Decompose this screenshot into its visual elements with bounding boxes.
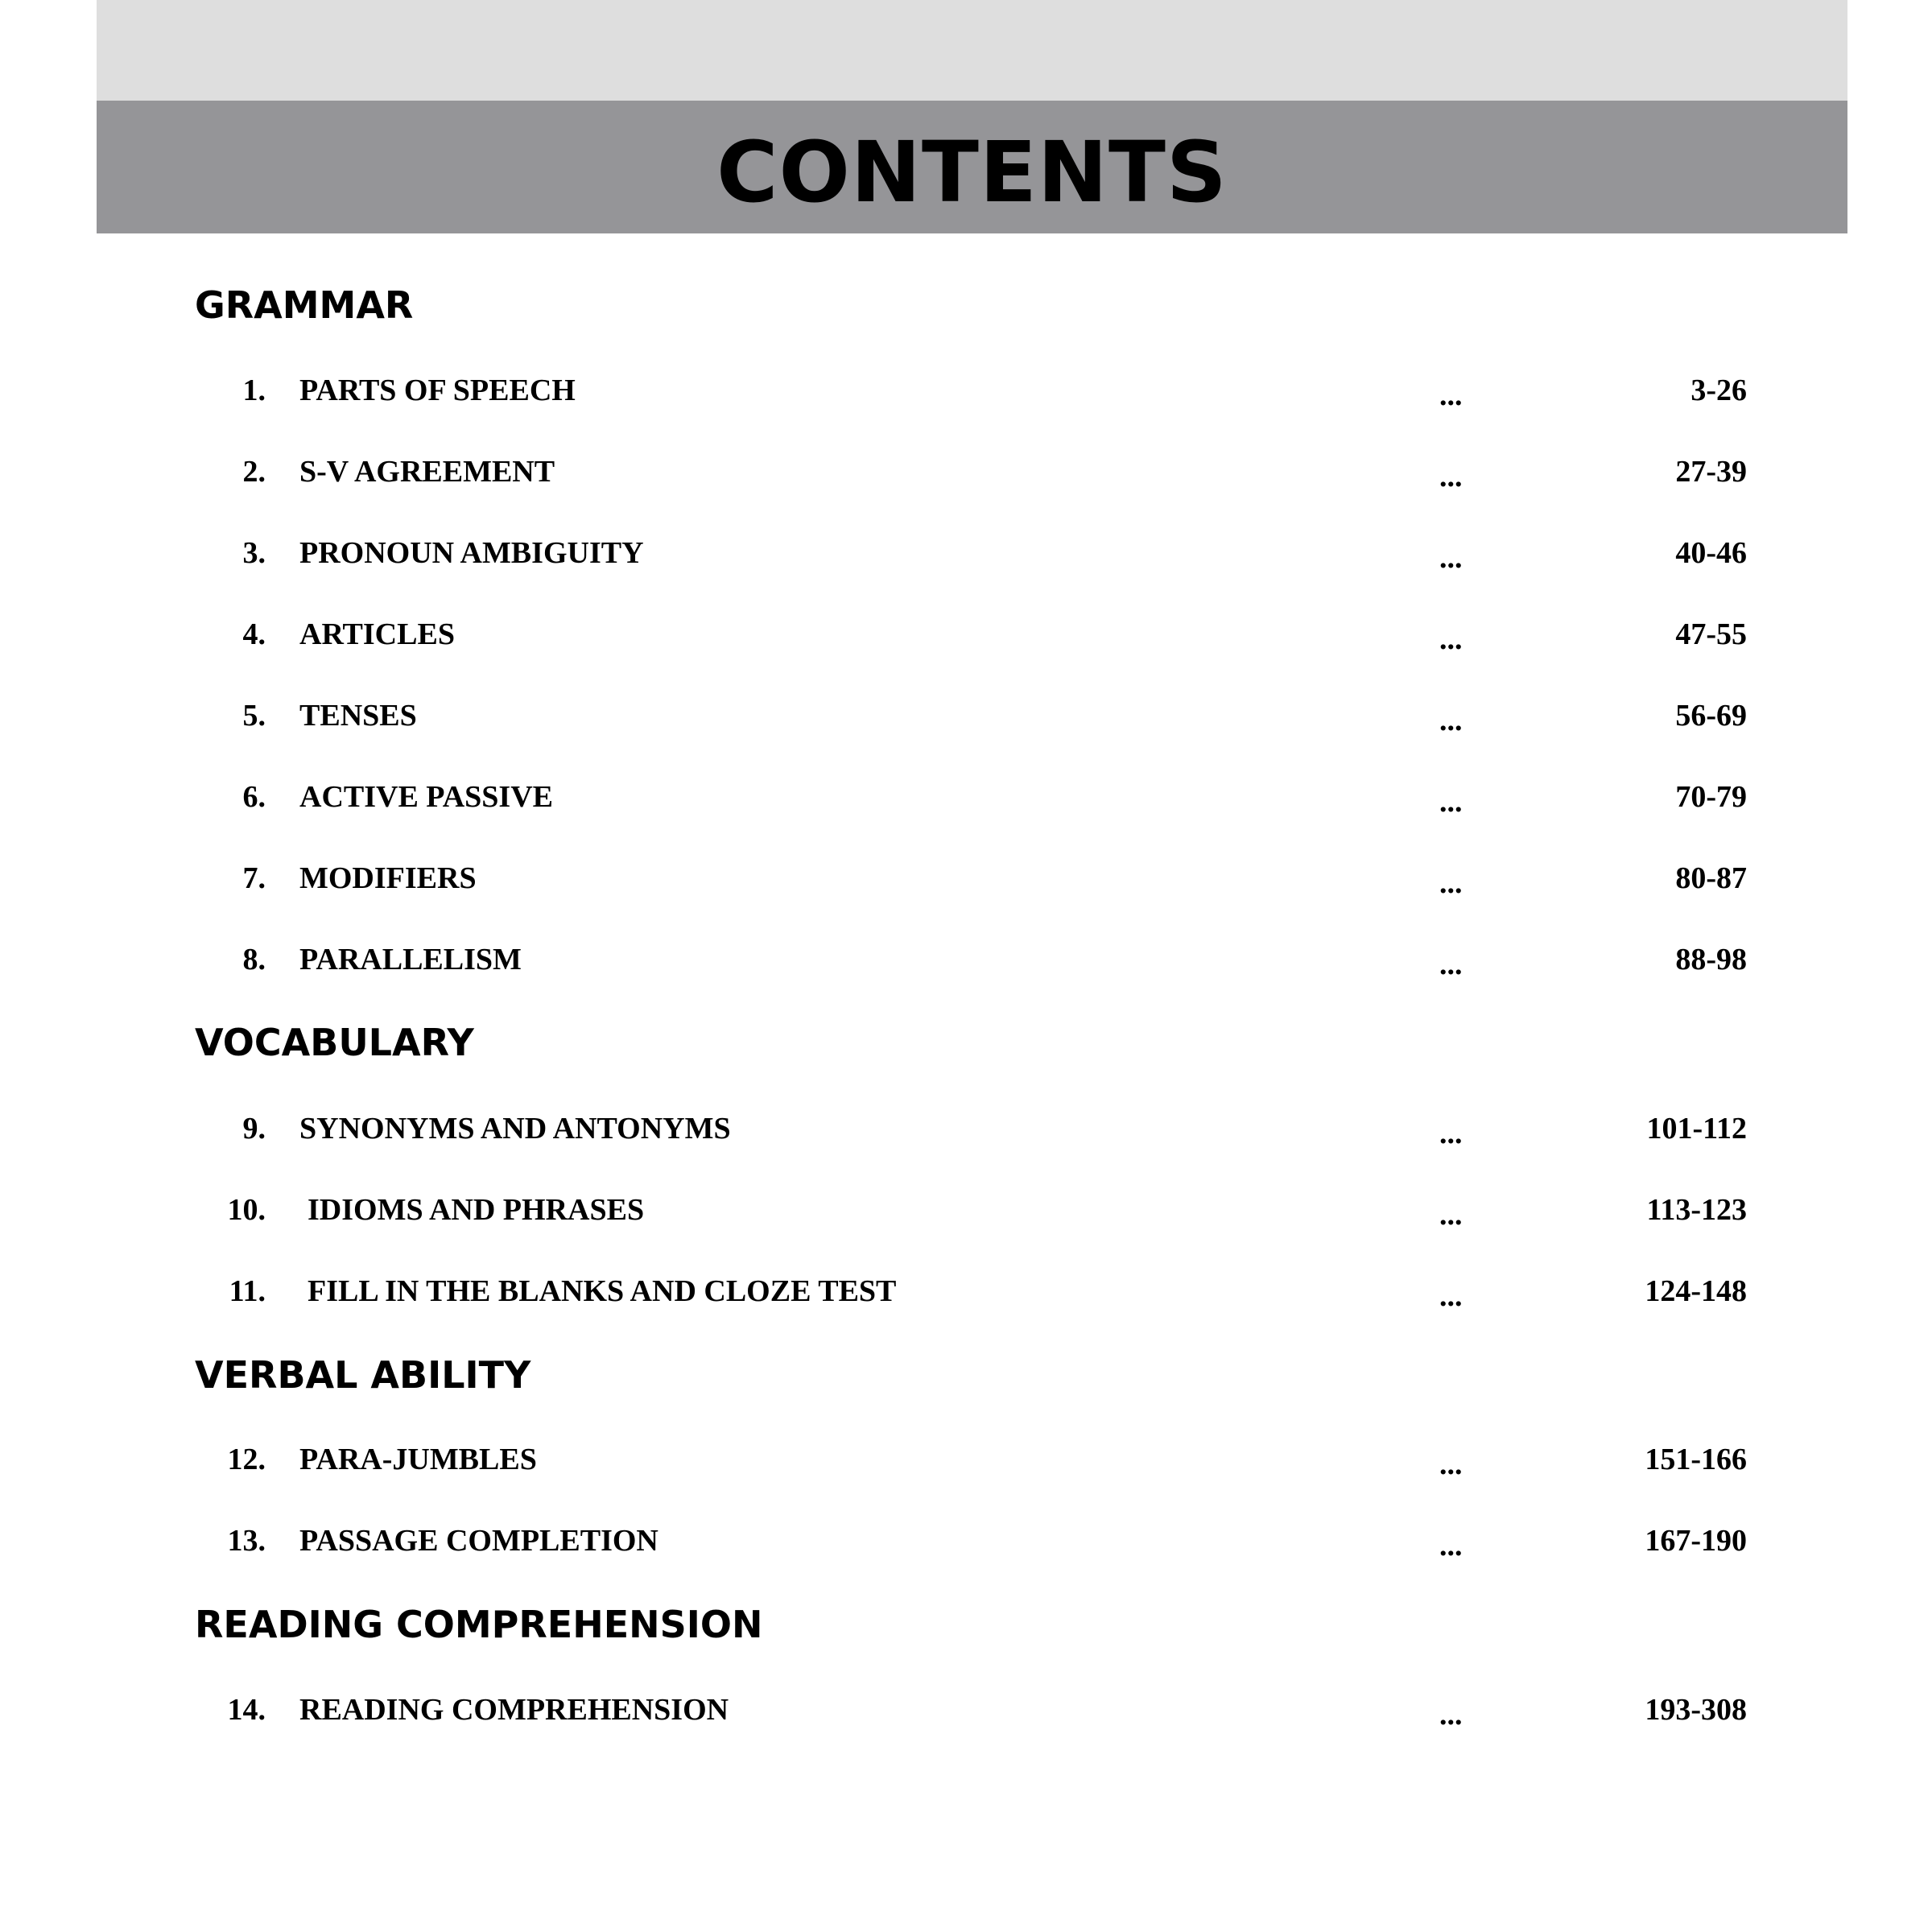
entry-title: PARALLELISM <box>299 943 522 976</box>
entry-number: 6. <box>242 780 266 814</box>
entry-number: 8. <box>242 943 266 976</box>
dot-leader: ... <box>1439 1529 1463 1563</box>
entry-number: 9. <box>242 1112 266 1146</box>
title-band <box>97 101 1847 233</box>
dot-leader: ... <box>1439 1117 1463 1150</box>
entry-pages: 88-98 <box>1675 943 1747 976</box>
toc-entry[interactable] <box>0 1108 1932 1149</box>
dot-leader: ... <box>1439 1447 1463 1481</box>
entry-pages: 80-87 <box>1675 861 1747 895</box>
entry-pages: 40-46 <box>1675 536 1747 570</box>
entry-pages: 101-112 <box>1646 1112 1747 1146</box>
entry-title: PARA-JUMBLES <box>299 1443 537 1476</box>
entry-title: ARTICLES <box>299 617 455 651</box>
section-heading-reading-comprehension: READING COMPREHENSION <box>195 1603 763 1646</box>
entry-number: 10. <box>227 1193 266 1227</box>
entry-title: PRONOUN AMBIGUITY <box>299 536 644 570</box>
top-band <box>97 0 1847 101</box>
dot-leader: ... <box>1439 785 1463 819</box>
entry-pages: 56-69 <box>1675 699 1747 733</box>
toc-entry[interactable] <box>0 452 1932 492</box>
entry-title: S-V AGREEMENT <box>299 455 555 489</box>
dot-leader: ... <box>1439 541 1463 575</box>
dot-leader: ... <box>1439 1198 1463 1232</box>
entry-number: 1. <box>242 374 266 407</box>
entry-title: TENSES <box>299 699 417 733</box>
toc-entry[interactable] <box>0 1271 1932 1311</box>
entry-number: 3. <box>242 536 266 570</box>
entry-pages: 193-308 <box>1645 1693 1747 1727</box>
toc-entry[interactable] <box>0 1521 1932 1561</box>
toc-entry[interactable] <box>0 533 1932 573</box>
toc-entry[interactable] <box>0 939 1932 980</box>
toc-entry[interactable] <box>0 696 1932 736</box>
toc-entry[interactable] <box>0 614 1932 654</box>
dot-leader: ... <box>1439 460 1463 493</box>
entry-number: 14. <box>227 1693 266 1727</box>
dot-leader: ... <box>1439 866 1463 900</box>
toc-entry[interactable] <box>0 858 1932 898</box>
entry-title: PARTS OF SPEECH <box>299 374 576 407</box>
entry-pages: 47-55 <box>1675 617 1747 651</box>
page-title: CONTENTS <box>716 122 1228 221</box>
entry-number: 12. <box>227 1443 266 1476</box>
toc-entry[interactable] <box>0 1439 1932 1480</box>
entry-title: PASSAGE COMPLETION <box>299 1524 658 1558</box>
entry-number: 13. <box>227 1524 266 1558</box>
dot-leader: ... <box>1439 378 1463 412</box>
entry-pages: 3-26 <box>1690 374 1747 407</box>
entry-title: MODIFIERS <box>299 861 477 895</box>
entry-number: 7. <box>242 861 266 895</box>
entry-number: 11. <box>229 1274 266 1308</box>
entry-pages: 167-190 <box>1645 1524 1747 1558</box>
dot-leader: ... <box>1439 704 1463 737</box>
dot-leader: ... <box>1439 1698 1463 1732</box>
dot-leader: ... <box>1439 1279 1463 1313</box>
section-heading-vocabulary: VOCABULARY <box>195 1021 474 1064</box>
section-heading-verbal-ability: VERBAL ABILITY <box>195 1353 531 1397</box>
dot-leader: ... <box>1439 622 1463 656</box>
entry-number: 2. <box>242 455 266 489</box>
toc-entry[interactable] <box>0 370 1932 411</box>
entry-pages: 151-166 <box>1645 1443 1747 1476</box>
entry-title: SYNONYMS AND ANTONYMS <box>299 1112 731 1146</box>
entry-number: 4. <box>242 617 266 651</box>
entry-title: READING COMPREHENSION <box>299 1693 729 1727</box>
entry-number: 5. <box>242 699 266 733</box>
toc-entry[interactable] <box>0 1690 1932 1730</box>
entry-title: ACTIVE PASSIVE <box>299 780 553 814</box>
entry-pages: 27-39 <box>1675 455 1747 489</box>
section-heading-grammar: GRAMMAR <box>195 283 414 327</box>
entry-title: FILL IN THE BLANKS AND CLOZE TEST <box>308 1274 897 1308</box>
entry-title: IDIOMS AND PHRASES <box>308 1193 645 1227</box>
toc-entry[interactable] <box>0 777 1932 817</box>
entry-pages: 70-79 <box>1675 780 1747 814</box>
entry-pages: 124-148 <box>1645 1274 1747 1308</box>
dot-leader: ... <box>1439 947 1463 981</box>
toc-entry[interactable] <box>0 1190 1932 1230</box>
entry-pages: 113-123 <box>1646 1193 1747 1227</box>
